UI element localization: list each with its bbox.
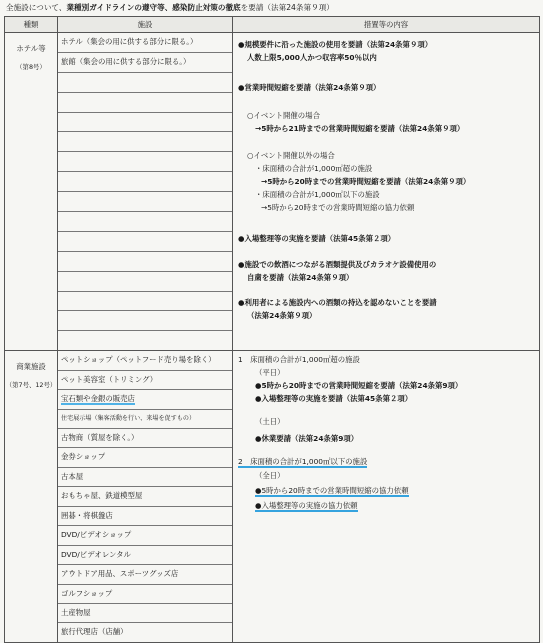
measure-line: （土日） (255, 417, 285, 427)
facility-row: アウトドア用品、スポーツグッズ店 (58, 565, 232, 584)
intro-text (6, 2, 334, 13)
facility-row (58, 152, 232, 172)
header-row (5, 17, 540, 33)
facility-row (58, 232, 232, 252)
hotel-category (5, 33, 58, 351)
measure-line (255, 485, 409, 496)
measure-line: →5時から21時までの営業時間短縮を要請（法第24条第９項） (255, 124, 465, 133)
commercial-facilities (58, 351, 233, 643)
facility-row: 土産物屋 (58, 604, 232, 623)
facility-row (58, 212, 232, 232)
facility-row: 金券ショップ (58, 448, 232, 467)
measure-line: ●休業要請（法第24条第9項） (255, 434, 359, 444)
measure-line: ・床面積の合計が1,000㎡以下の施設 (255, 190, 380, 199)
measure-line: ●入場整理等の実施を要請（法第45条第２項） (255, 394, 413, 404)
facility-label: 宝石類や金銀の販売店 (61, 394, 135, 404)
measure-line: （平日） (255, 368, 285, 378)
header-facility: 施設 (58, 17, 233, 33)
commercial-category (5, 351, 58, 643)
measure-line: 1 床面積の合計が1,000㎡超の施設 (238, 355, 360, 365)
measure-line: →5時から20時までの営業時間短縮を要請（法第24条第９項） (261, 177, 471, 186)
facility-row: 古物商（質屋を除く。） (58, 429, 232, 448)
intro-bold: 業種別ガイドラインの遵守等、感染防止対策の徹底 (66, 3, 241, 12)
measure-line: ○イベント開催以外の場合 (247, 151, 335, 160)
facility-row (58, 272, 232, 292)
intro-suffix: を要請（法第24条第９項） (240, 3, 334, 12)
hotel-facilities (58, 33, 233, 351)
facility-row: 住宅展示場（集客活動を行い、来場を促すもの） (58, 410, 232, 429)
measure-line: 自粛を要請（法第24条第９項） (247, 273, 354, 282)
facility-row (58, 311, 232, 331)
measure-line: 人数上限5,000人かつ収容率50％以内 (247, 53, 377, 62)
measure-line-text: ●5時から20時までの営業時間短縮の協力依頼 (255, 486, 409, 496)
facility-row: ペットショップ（ペットフード売り場を除く） (58, 351, 232, 370)
commercial-row (5, 351, 540, 643)
facility-row (58, 93, 232, 113)
facility-row: ゴルフショップ (58, 585, 232, 604)
measures-table (4, 16, 540, 643)
measure-line: →5時から20時までの営業時間短縮の協力依頼 (261, 203, 415, 212)
header-type: 種類 (5, 17, 58, 33)
hotel-row (5, 33, 540, 351)
measure-line: （全日） (255, 471, 285, 481)
facility-row (58, 73, 232, 93)
hotel-category-label: ホテル等 (16, 44, 46, 53)
measure-line: ●規模要件に沿った施設の使用を要請（法第24条第９項） (238, 40, 433, 49)
facility-row (58, 172, 232, 192)
header-measures: 措置等の内容 (233, 17, 540, 33)
measure-line: ●入場整理等の実施を要請（法第45条第２項） (238, 234, 396, 243)
facility-row: おもちゃ屋、鉄道模型屋 (58, 487, 232, 506)
facility-row: 旅館（集会の用に供する部分に限る。） (58, 53, 232, 73)
facility-row (58, 132, 232, 152)
facility-row (58, 192, 232, 212)
facility-row (58, 292, 232, 312)
facility-row (58, 331, 232, 350)
facility-row: DVD/ビデオショップ (58, 526, 232, 545)
facility-row-highlighted (58, 390, 232, 409)
measure-line: ●施設での飲酒につながる酒類提供及びカラオケ設備使用の (238, 260, 437, 269)
hotel-measures (233, 33, 540, 351)
measure-line-text: 2 床面積の合計が1,000㎡以下の施設 (238, 457, 368, 467)
facility-row: 囲碁・将棋盤店 (58, 507, 232, 526)
facility-row: 旅行代理店（店舗） (61, 627, 128, 637)
measure-line: ○イベント開催の場合 (247, 111, 320, 120)
measure-line: （法第24条第９項） (247, 311, 317, 320)
commercial-measures (233, 351, 540, 643)
measure-line: ・床面積の合計が1,000㎡超の施設 (255, 164, 373, 173)
hotel-category-sub: （第8号） (16, 63, 46, 71)
measure-line: ●営業時間短縮を要請（法第24条第９項） (238, 83, 381, 92)
intro-prefix: 全施設について、 (6, 3, 67, 12)
facility-row (58, 113, 232, 133)
measure-line (238, 456, 367, 467)
measure-line (255, 500, 358, 511)
facility-row: ペット美容室（トリミング） (58, 371, 232, 390)
measure-line: ●5時から20時までの営業時間短縮を要請（法第24条第9項） (255, 381, 463, 391)
commercial-category-label: 商業施設 (16, 362, 46, 372)
facility-row (58, 252, 232, 272)
facility-row: 古本屋 (58, 468, 232, 487)
measure-line-text: ●入場整理等の実施の協力依頼 (255, 501, 358, 511)
facility-row: ホテル（集会の用に供する部分に限る。） (58, 33, 232, 53)
facility-row: DVD/ビデオレンタル (58, 546, 232, 565)
measure-line: ●利用者による施設内への酒類の持込を認めないことを要請 (238, 298, 437, 307)
commercial-category-sub: （第7号、12号） (5, 381, 57, 390)
